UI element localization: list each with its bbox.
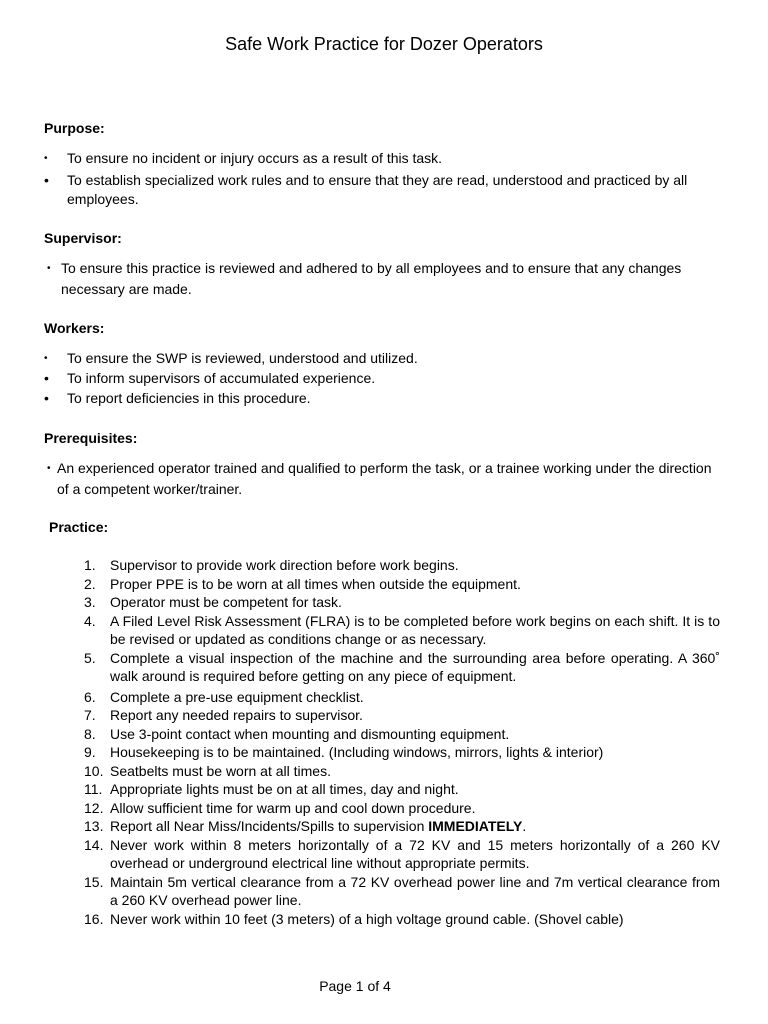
list-item: 10. Seatbelts must be worn at all times.	[84, 762, 331, 779]
workers-heading: Workers:	[44, 320, 105, 336]
supervisor-heading: Supervisor:	[44, 230, 122, 246]
list-item: • To ensure no incident or injury occurs as a result of this task.	[44, 150, 443, 166]
page-number: Page 1 of 4	[319, 978, 391, 994]
list-item: 4. A Filed Level Risk Assessment (FLRA) is to be completed before work begins on each shift. It is to be revised or updated as conditions change or as necessary.	[84, 612, 720, 647]
list-item: 8. Use 3-point contact when mounting and dismounting equipment.	[84, 725, 510, 742]
list-item: • To establish specialized work rules and to ensure that they are read, understood and practiced by all employees.	[44, 172, 688, 207]
purpose-list	[44, 149, 724, 212]
list-item: 15. Maintain 5m vertical clearance from a 72 KV overhead power line and 7m vertical clearance from a 260 KV overhead power line.	[84, 873, 720, 908]
list-item: 6. Complete a pre-use equipment checklist.	[84, 688, 364, 705]
practice-heading: Practice:	[49, 519, 109, 535]
bullet-icon: •	[44, 172, 49, 188]
list-item: 13. Report all Near Miss/Incidents/Spills to supervision IMMEDIATELY.	[84, 818, 527, 834]
bullet-icon: •	[44, 353, 48, 364]
list-item: 16. Never work within 10 feet (3 meters) of a high voltage ground cable. (Shovel cable)	[84, 910, 624, 927]
list-item: • To report deficiencies in this procedure.	[44, 390, 311, 406]
purpose-heading: Purpose:	[44, 120, 105, 136]
workers-list	[44, 349, 724, 409]
prerequisites-heading: Prerequisites:	[44, 430, 138, 446]
supervisor-item: • To ensure this practice is reviewed and adhered to by all employees and to ensure that any changes necessary are made.	[47, 260, 682, 297]
list-item: 2. Proper PPE is to be worn at all times when outside the equipment.	[84, 575, 521, 592]
list-item: 5. Complete a visual inspection of the machine and the surrounding area before operating. A 360˚ walk around is required before getting on any piece of equipment.	[84, 649, 720, 684]
emphasis-text: IMMEDIATELY	[428, 818, 523, 834]
bullet-icon: •	[44, 390, 49, 406]
list-item: 7. Report any needed repairs to supervisor.	[84, 707, 363, 723]
list-item: 12. Allow sufficient time for warm up and cool down procedure.	[84, 799, 476, 816]
list-item: 9. Housekeeping is to be maintained. (Including windows, mirrors, lights & interior)	[84, 744, 604, 760]
list-item: • To inform supervisors of accumulated experience.	[44, 370, 376, 386]
list-item: 14. Never work within 8 meters horizontally of a 72 KV and 15 meters horizontally of a 260 KV overhead or underground electrical line without appropriate permits.	[84, 836, 720, 871]
list-item: 11. Appropriate lights must be on at all times, day and night.	[84, 781, 459, 797]
list-item: 3. Operator must be competent for task.	[84, 594, 342, 610]
list-item: • To ensure the SWP is reviewed, understood and utilized.	[44, 350, 418, 366]
bullet-icon: •	[47, 463, 51, 474]
list-item: 1. Supervisor to provide work direction before work begins.	[84, 557, 459, 573]
document-title: Safe Work Practice for Dozer Operators	[225, 34, 543, 54]
prerequisites-item: • An experienced operator trained and qualified to perform the task, or a trainee working under the direction of a competent worker/trainer.	[47, 460, 712, 497]
bullet-icon: •	[44, 370, 49, 386]
bullet-icon: •	[47, 263, 51, 274]
practice-list	[84, 556, 720, 928]
bullet-icon: •	[44, 153, 48, 164]
